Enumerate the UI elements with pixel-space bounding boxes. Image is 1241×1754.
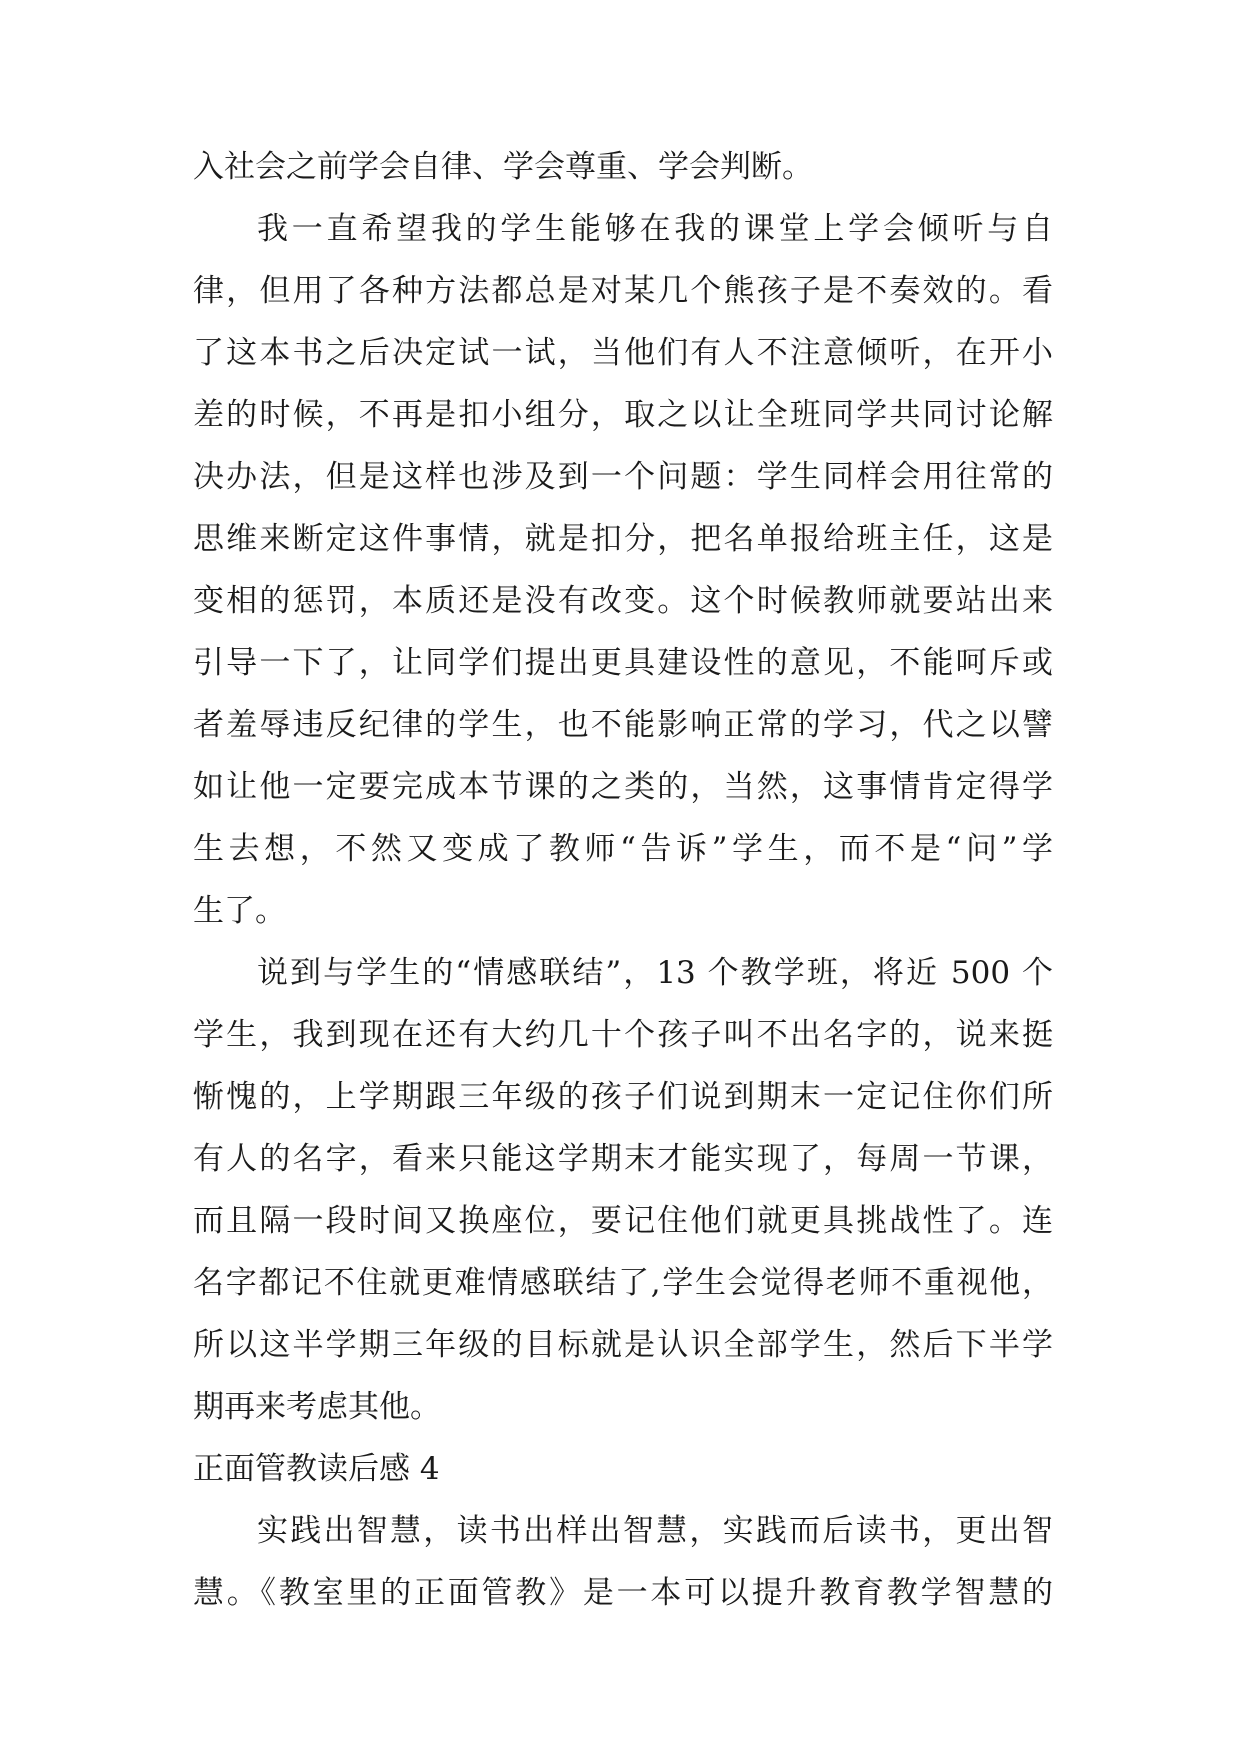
text-line: 决办法，但是这样也涉及到一个问题：学生同样会用往常的 xyxy=(193,459,1053,495)
text-line: 生了。 xyxy=(193,893,286,929)
text-line: 慧。《教室里的正面管教》是一本可以提升教育教学智慧的 xyxy=(193,1575,1053,1611)
text-line: 生去想，不然又变成了教师“告诉”学生，而不是“问”学 xyxy=(193,831,1053,867)
text-line: 期再来考虑其他。 xyxy=(193,1389,441,1425)
text-line: 思维来断定这件事情，就是扣分，把名单报给班主任，这是 xyxy=(193,521,1053,557)
text-line: 所以这半学期三年级的目标就是认识全部学生，然后下半学 xyxy=(193,1327,1053,1363)
text-line: 了这本书之后决定试一试，当他们有人不注意倾听，在开小 xyxy=(193,335,1053,371)
text-line: 名字都记不住就更难情感联结了,学生会觉得老师不重视他， xyxy=(193,1265,1053,1301)
text-line: 者羞辱违反纪律的学生，也不能影响正常的学习，代之以譬 xyxy=(193,707,1053,743)
text-line: 律，但用了各种方法都总是对某几个熊孩子是不奏效的。看 xyxy=(193,273,1053,309)
paragraph-first-line: 实践出智慧，读书出样出智慧，实践而后读书，更出智 xyxy=(257,1513,1053,1549)
text-line: 惭愧的，上学期跟三年级的孩子们说到期末一定记住你们所 xyxy=(193,1079,1053,1115)
text-line: 引导一下了，让同学们提出更具建设性的意见，不能呵斥或 xyxy=(193,645,1053,681)
text-line: 有人的名字，看来只能这学期末才能实现了，每周一节课， xyxy=(193,1141,1053,1177)
text-line: 入社会之前学会自律、学会尊重、学会判断。 xyxy=(193,149,813,185)
text-line: 差的时候，不再是扣小组分，取之以让全班同学共同讨论解 xyxy=(193,397,1053,433)
text-line: 如让他一定要完成本节课的之类的，当然，这事情肯定得学 xyxy=(193,769,1053,805)
paragraph-first-line: 说到与学生的“情感联结”，13 个教学班，将近 500 个 xyxy=(257,955,1053,991)
text-line: 变相的惩罚，本质还是没有改变。这个时候教师就要站出来 xyxy=(193,583,1053,619)
section-heading: 正面管教读后感 4 xyxy=(193,1451,440,1487)
text-line: 而且隔一段时间又换座位，要记住他们就更具挑战性了。连 xyxy=(193,1203,1053,1239)
paragraph-first-line: 我一直希望我的学生能够在我的课堂上学会倾听与自 xyxy=(257,211,1053,247)
text-line: 学生，我到现在还有大约几十个孩子叫不出名字的，说来挺 xyxy=(193,1017,1053,1053)
